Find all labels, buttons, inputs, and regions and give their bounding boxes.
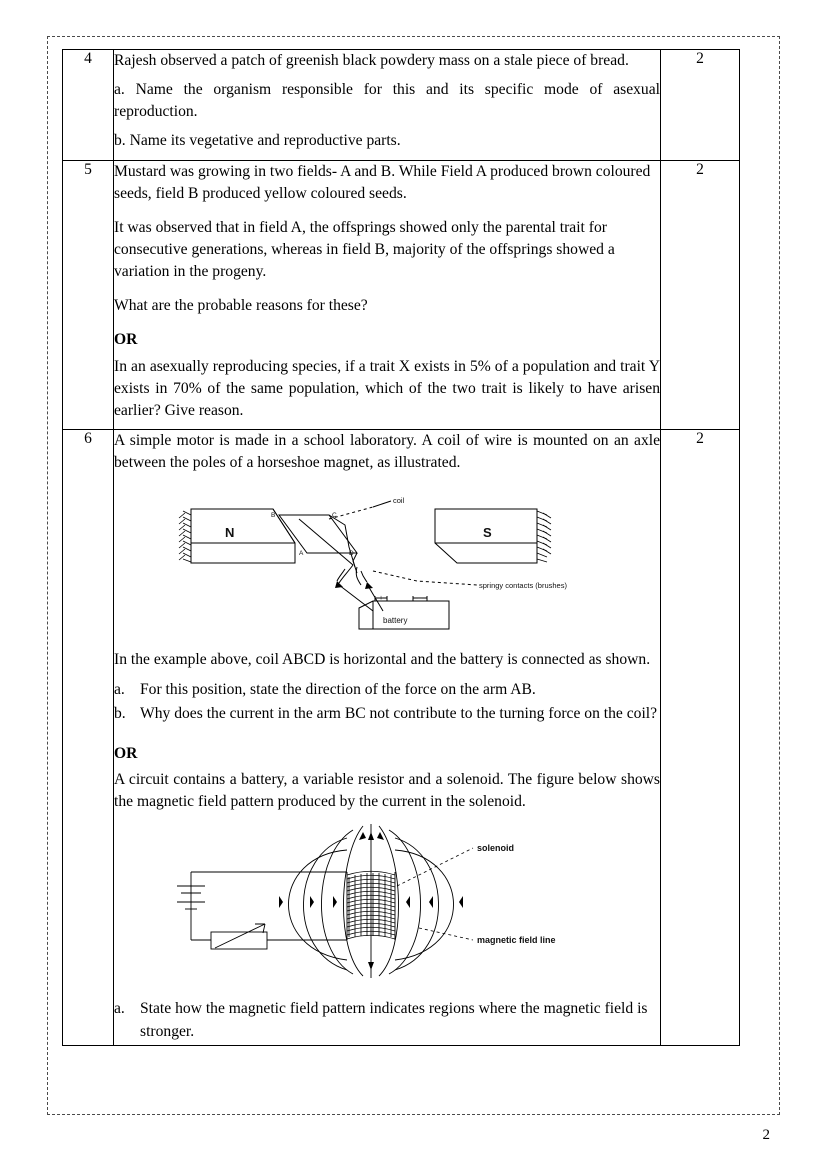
- south-pole-label: S: [483, 525, 492, 541]
- question-marks: 2: [661, 50, 740, 161]
- question-text: Mustard was growing in two fields- A and B. While Field A produced brown coloured seeds, field B produced yellow coloured seeds.: [114, 162, 651, 202]
- list-item: [114, 998, 660, 1042]
- coil-corner-c: C: [332, 512, 337, 520]
- subquestion-list: [114, 679, 660, 725]
- table-row: [63, 50, 740, 161]
- or-question-text: In an asexually reproducing species, if a trait X exists in 5% of a population and trait Y exists in 70% of the same population, which of the two trait is likely to have arisen earlier? Give reason.: [114, 357, 660, 419]
- solenoid-label: solenoid: [477, 843, 515, 854]
- subquestion-text: For this position, state the direction of the force on the arm AB.: [140, 680, 536, 698]
- questions-table: [62, 49, 740, 1046]
- battery-plus-label: +: [379, 595, 384, 603]
- coil-corner-a: A: [299, 550, 304, 558]
- battery-minus-label: –: [418, 595, 422, 603]
- battery-label: battery: [383, 616, 408, 626]
- question-sheet: [62, 49, 738, 1046]
- question-after-figure: In the example above, coil ABCD is horizontal and the battery is connected as shown.: [114, 651, 651, 669]
- question-observation: It was observed that in field A, the offsprings showed only the parental trait for consecutive generations, whereas in field B, majority of the offsprings showed a variation in the progeny.: [114, 218, 615, 281]
- coil-label: coil: [393, 496, 405, 506]
- subquestion-text: Why does the current in the arm BC not contribute to the turning force on the coil?: [140, 704, 658, 722]
- question-text: Rajesh observed a patch of greenish black powdery mass on a stale piece of bread.: [114, 52, 629, 69]
- motor-figure: [114, 481, 660, 643]
- or-label: OR: [114, 744, 138, 762]
- coil-corner-b: B: [271, 512, 276, 520]
- or-question-intro: A circuit contains a battery, a variable resistor and a solenoid. The figure below shows the magnetic field pattern produced by the current in the solenoid.: [114, 770, 660, 811]
- table-row: [63, 160, 740, 429]
- list-item: [114, 703, 660, 725]
- solenoid-diagram-svg: [167, 820, 607, 985]
- question-number: 5: [63, 160, 114, 429]
- north-pole-label: N: [225, 525, 235, 541]
- subquestion-marker: a.: [114, 680, 125, 698]
- brushes-label: springy contacts (brushes): [479, 581, 567, 591]
- question-body: [114, 50, 661, 161]
- or-subquestion-list: [114, 998, 660, 1042]
- table-row: [63, 429, 740, 1045]
- question-body: [114, 429, 661, 1045]
- or-label: OR: [114, 331, 138, 349]
- list-item: [114, 679, 660, 701]
- question-part-b: b. Name its vegetative and reproductive parts.: [114, 132, 401, 150]
- question-number: 6: [63, 429, 114, 1045]
- solenoid-figure: [114, 820, 660, 992]
- question-body: [114, 160, 661, 429]
- subquestion-marker: b.: [114, 704, 126, 722]
- coil-corner-d: D: [349, 550, 354, 558]
- question-part-a: a. Name the organism responsible for this and its specific mode of asexual reproduction.: [114, 81, 660, 121]
- question-marks: 2: [661, 160, 740, 429]
- question-prompt: What are the probable reasons for these?: [114, 297, 368, 315]
- question-marks: 2: [661, 429, 740, 1045]
- magnetic-field-line-label: magnetic field line: [477, 935, 556, 946]
- motor-diagram-svg: [177, 481, 597, 636]
- subquestion-marker: a.: [114, 1000, 125, 1018]
- page-number: 2: [762, 1127, 770, 1143]
- question-number: 4: [63, 50, 114, 161]
- question-intro: A simple motor is made in a school laboratory. A coil of wire is mounted on an axle between the poles of a horseshoe magnet, as illustrated.: [114, 431, 660, 472]
- subquestion-text: State how the magnetic field pattern indicates regions where the magnetic field is stronger.: [140, 1000, 648, 1040]
